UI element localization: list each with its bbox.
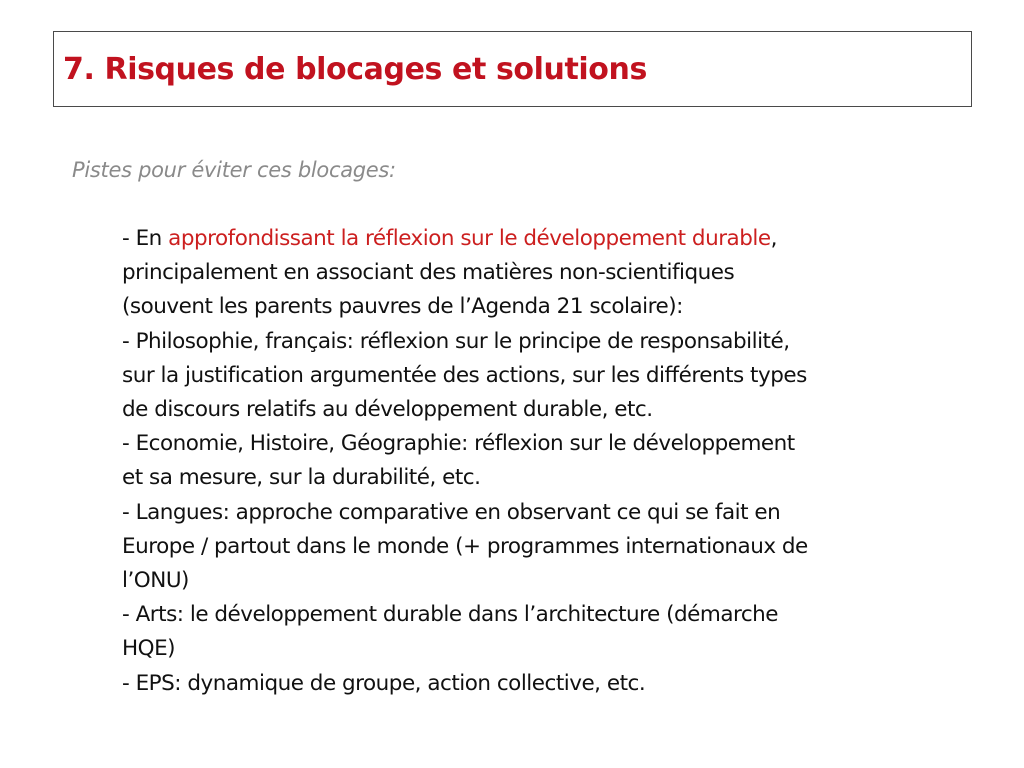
body-line-1-prefix: - En xyxy=(122,226,169,251)
title-box xyxy=(53,31,972,107)
body-line-1 xyxy=(122,222,1002,256)
bullet-langues: - Langues: approche comparative en observant ce qui se fait en xyxy=(122,499,781,525)
body-text xyxy=(122,222,1002,701)
body-line-6: de discours relatifs au développement durable, etc. xyxy=(122,397,653,423)
body-line-5: sur la justification argumentée des actions, sur les différents types xyxy=(122,362,807,388)
bullet-economie: - Economie, Histoire, Géographie: réflexion sur le développement xyxy=(122,431,795,457)
highlighted-phrase: approfondissant la réflexion sur le développement durable xyxy=(168,226,771,251)
bullet-arts: - Arts: le développement durable dans l’architecture (démarche xyxy=(122,602,779,628)
body-line-2: principalement en associant des matières non-scientifiques xyxy=(122,260,735,286)
slide-subtitle: Pistes pour éviter ces blocages: xyxy=(72,158,396,182)
bullet-philosophie: - Philosophie, français: réflexion sur le principe de responsabilité, xyxy=(122,328,790,354)
bullet-eps: - EPS: dynamique de groupe, action collective, etc. xyxy=(122,670,646,696)
body-line-13: HQE) xyxy=(122,636,176,662)
body-line-1-suffix: , xyxy=(770,226,777,251)
body-line-11: l’ONU) xyxy=(122,568,189,594)
body-line-3: (souvent les parents pauvres de l’Agenda 21 scolaire): xyxy=(122,294,683,320)
body-line-10: Europe / partout dans le monde (+ programmes internationaux de xyxy=(122,533,808,559)
body-line-8: et sa mesure, sur la durabilité, etc. xyxy=(122,465,481,491)
slide-title: 7. Risques de blocages et solutions xyxy=(63,52,647,87)
